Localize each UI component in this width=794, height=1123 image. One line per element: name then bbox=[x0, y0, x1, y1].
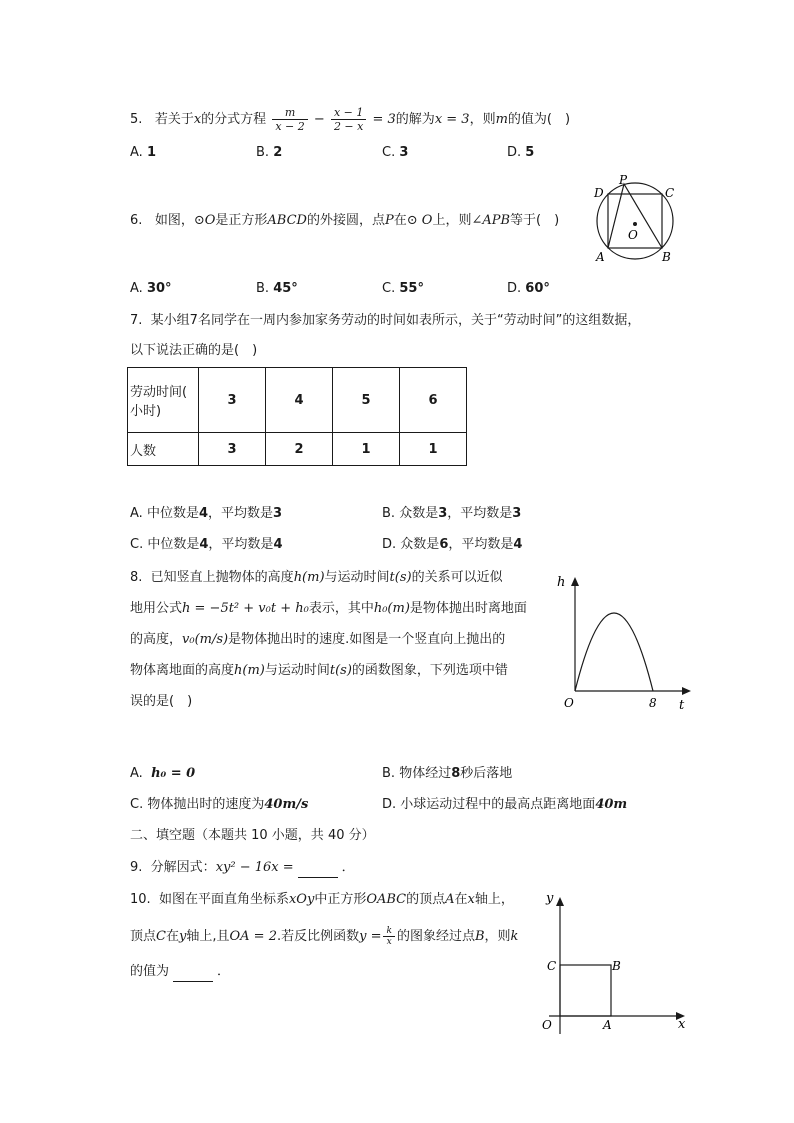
q5-option-d[interactable]: D. 5 bbox=[507, 145, 535, 160]
q6-circle-figure bbox=[588, 172, 684, 268]
q8-parabola-graph bbox=[555, 570, 700, 715]
q5-number: 5. bbox=[130, 112, 143, 127]
parabola-curve bbox=[575, 613, 653, 691]
table-row bbox=[128, 368, 467, 433]
q5-option-a[interactable]: A. 1 bbox=[130, 145, 156, 160]
table-cell: 4 bbox=[266, 368, 333, 433]
q8-option-c[interactable]: C. 物体抛出时的速度为40m/s bbox=[130, 797, 309, 812]
q5-stem: 5. 若关于x的分式方程 $\frac{m}{x - 2}$ − $\frac{x - 1}{2 - x}$ = 3的解为x = 3，则m的值为( ) bbox=[130, 106, 571, 133]
y-axis-arrow-icon bbox=[556, 897, 564, 906]
q8-stem-line3: 的高度，v₀(m/s)是物体抛出时的速度.如图是一个竖直向上抛出的 bbox=[130, 632, 506, 647]
point-c-label: C bbox=[547, 959, 557, 973]
q8-stem-line1: 8. 已知竖直上抛物体的高度h(m)与运动时间t(s)的关系可以近似 bbox=[130, 570, 503, 585]
q5-fraction-1: $\frac{m}{x - 2}$ bbox=[272, 106, 307, 133]
table-cell: 1 bbox=[333, 433, 400, 466]
q10-stem-line3: 的值为 ． bbox=[130, 962, 230, 982]
label-a: A bbox=[596, 250, 605, 264]
label-b: B bbox=[662, 250, 671, 264]
q6-option-b[interactable]: B. 45° bbox=[256, 281, 298, 296]
q6-stem: 6. 如图，⊙O是正方形ABCD的外接圆，点P在⊙ O上，则∠APB等于( ) bbox=[130, 213, 560, 228]
q10-stem-line2: 顶点C在y轴上,且OA = 2.若反比例函数y = $\frac{k}{x}$ 的图象经过点B，则k bbox=[130, 926, 519, 947]
q5-option-b[interactable]: B. 2 bbox=[256, 145, 283, 160]
origin-label: O bbox=[564, 696, 574, 710]
point-a-label: A bbox=[603, 1018, 612, 1032]
q7-table bbox=[127, 367, 467, 466]
table-cell: 5 bbox=[333, 368, 400, 433]
y-axis-arrow-icon bbox=[571, 577, 579, 586]
q7-option-a[interactable]: A. 中位数是4，平均数是3 bbox=[130, 506, 283, 521]
x-axis-arrow-icon bbox=[682, 687, 691, 695]
y-axis-label: h bbox=[557, 575, 566, 590]
q8-option-a[interactable]: A. h₀ = 0 bbox=[130, 766, 196, 781]
point-b-label: B bbox=[612, 959, 621, 973]
q10-k-over-x: $\frac{k}{x}$ bbox=[383, 926, 394, 947]
q6-option-d[interactable]: D. 60° bbox=[507, 281, 550, 296]
q10-answer-blank[interactable] bbox=[173, 967, 213, 982]
q9-stem: 9. 分解因式：xy² − 16x = ． bbox=[130, 858, 355, 878]
label-o: O bbox=[628, 228, 638, 242]
q8-option-d[interactable]: D. 小球运动过程中的最高点距离地面40m bbox=[382, 797, 628, 812]
table-cell: 6 bbox=[400, 368, 467, 433]
table-header-count: 人数 bbox=[128, 433, 199, 466]
table-header-hours: 劳动时间( 小时) bbox=[128, 368, 199, 433]
q8-stem-line2: 地用公式h = −5t² + v₀t + h₀表示，其中h₀(m)是物体抛出时离地面 bbox=[130, 601, 527, 616]
q8-option-b[interactable]: B. 物体经过8秒后落地 bbox=[382, 766, 513, 781]
q8-stem-line5: 误的是( ) bbox=[130, 694, 193, 709]
q10-coordinate-graph bbox=[535, 888, 695, 1038]
q7-option-c[interactable]: C. 中位数是4，平均数是4 bbox=[130, 537, 283, 552]
center-point-o bbox=[633, 222, 637, 226]
label-c: C bbox=[665, 186, 675, 200]
q6-option-c[interactable]: C. 55° bbox=[382, 281, 424, 296]
y-axis-label: y bbox=[546, 891, 554, 906]
q10-stem-line1: 10. 如图在平面直角坐标系xOy中正方形OABC的顶点A在x轴上， bbox=[130, 892, 514, 907]
table-cell: 3 bbox=[199, 433, 266, 466]
x-tick-label: 8 bbox=[649, 696, 657, 710]
q9-answer-blank[interactable] bbox=[298, 863, 338, 878]
table-cell: 2 bbox=[266, 433, 333, 466]
x-axis-label: x bbox=[678, 1017, 686, 1032]
origin-label: O bbox=[542, 1018, 552, 1032]
q5-fraction-2: $\frac{x - 1}{2 - x}$ bbox=[331, 106, 366, 133]
x-axis-label: t bbox=[679, 698, 685, 713]
square-oabc bbox=[560, 965, 611, 1016]
q5-option-c[interactable]: C. 3 bbox=[382, 145, 409, 160]
section-2-title: 二、填空题（本题共 10 小题，共 40 分） bbox=[130, 828, 375, 843]
q6-option-a[interactable]: A. 30° bbox=[130, 281, 172, 296]
q7-option-d[interactable]: D. 众数是6，平均数是4 bbox=[382, 537, 523, 552]
table-cell: 1 bbox=[400, 433, 467, 466]
q7-stem-line2: 以下说法正确的是( ) bbox=[130, 343, 258, 358]
q7-stem-line1: 7. 某小组7名同学在一周内参加家务劳动的时间如表所示，关于“劳动时间”的这组数据， bbox=[130, 313, 641, 328]
q7-option-b[interactable]: B. 众数是3，平均数是3 bbox=[382, 506, 522, 521]
label-d: D bbox=[594, 186, 604, 200]
label-p: P bbox=[619, 173, 628, 187]
table-cell: 3 bbox=[199, 368, 266, 433]
table-row bbox=[128, 433, 467, 466]
q8-stem-line4: 物体离地面的高度h(m)与运动时间t(s)的函数图象，下列选项中错 bbox=[130, 663, 508, 678]
